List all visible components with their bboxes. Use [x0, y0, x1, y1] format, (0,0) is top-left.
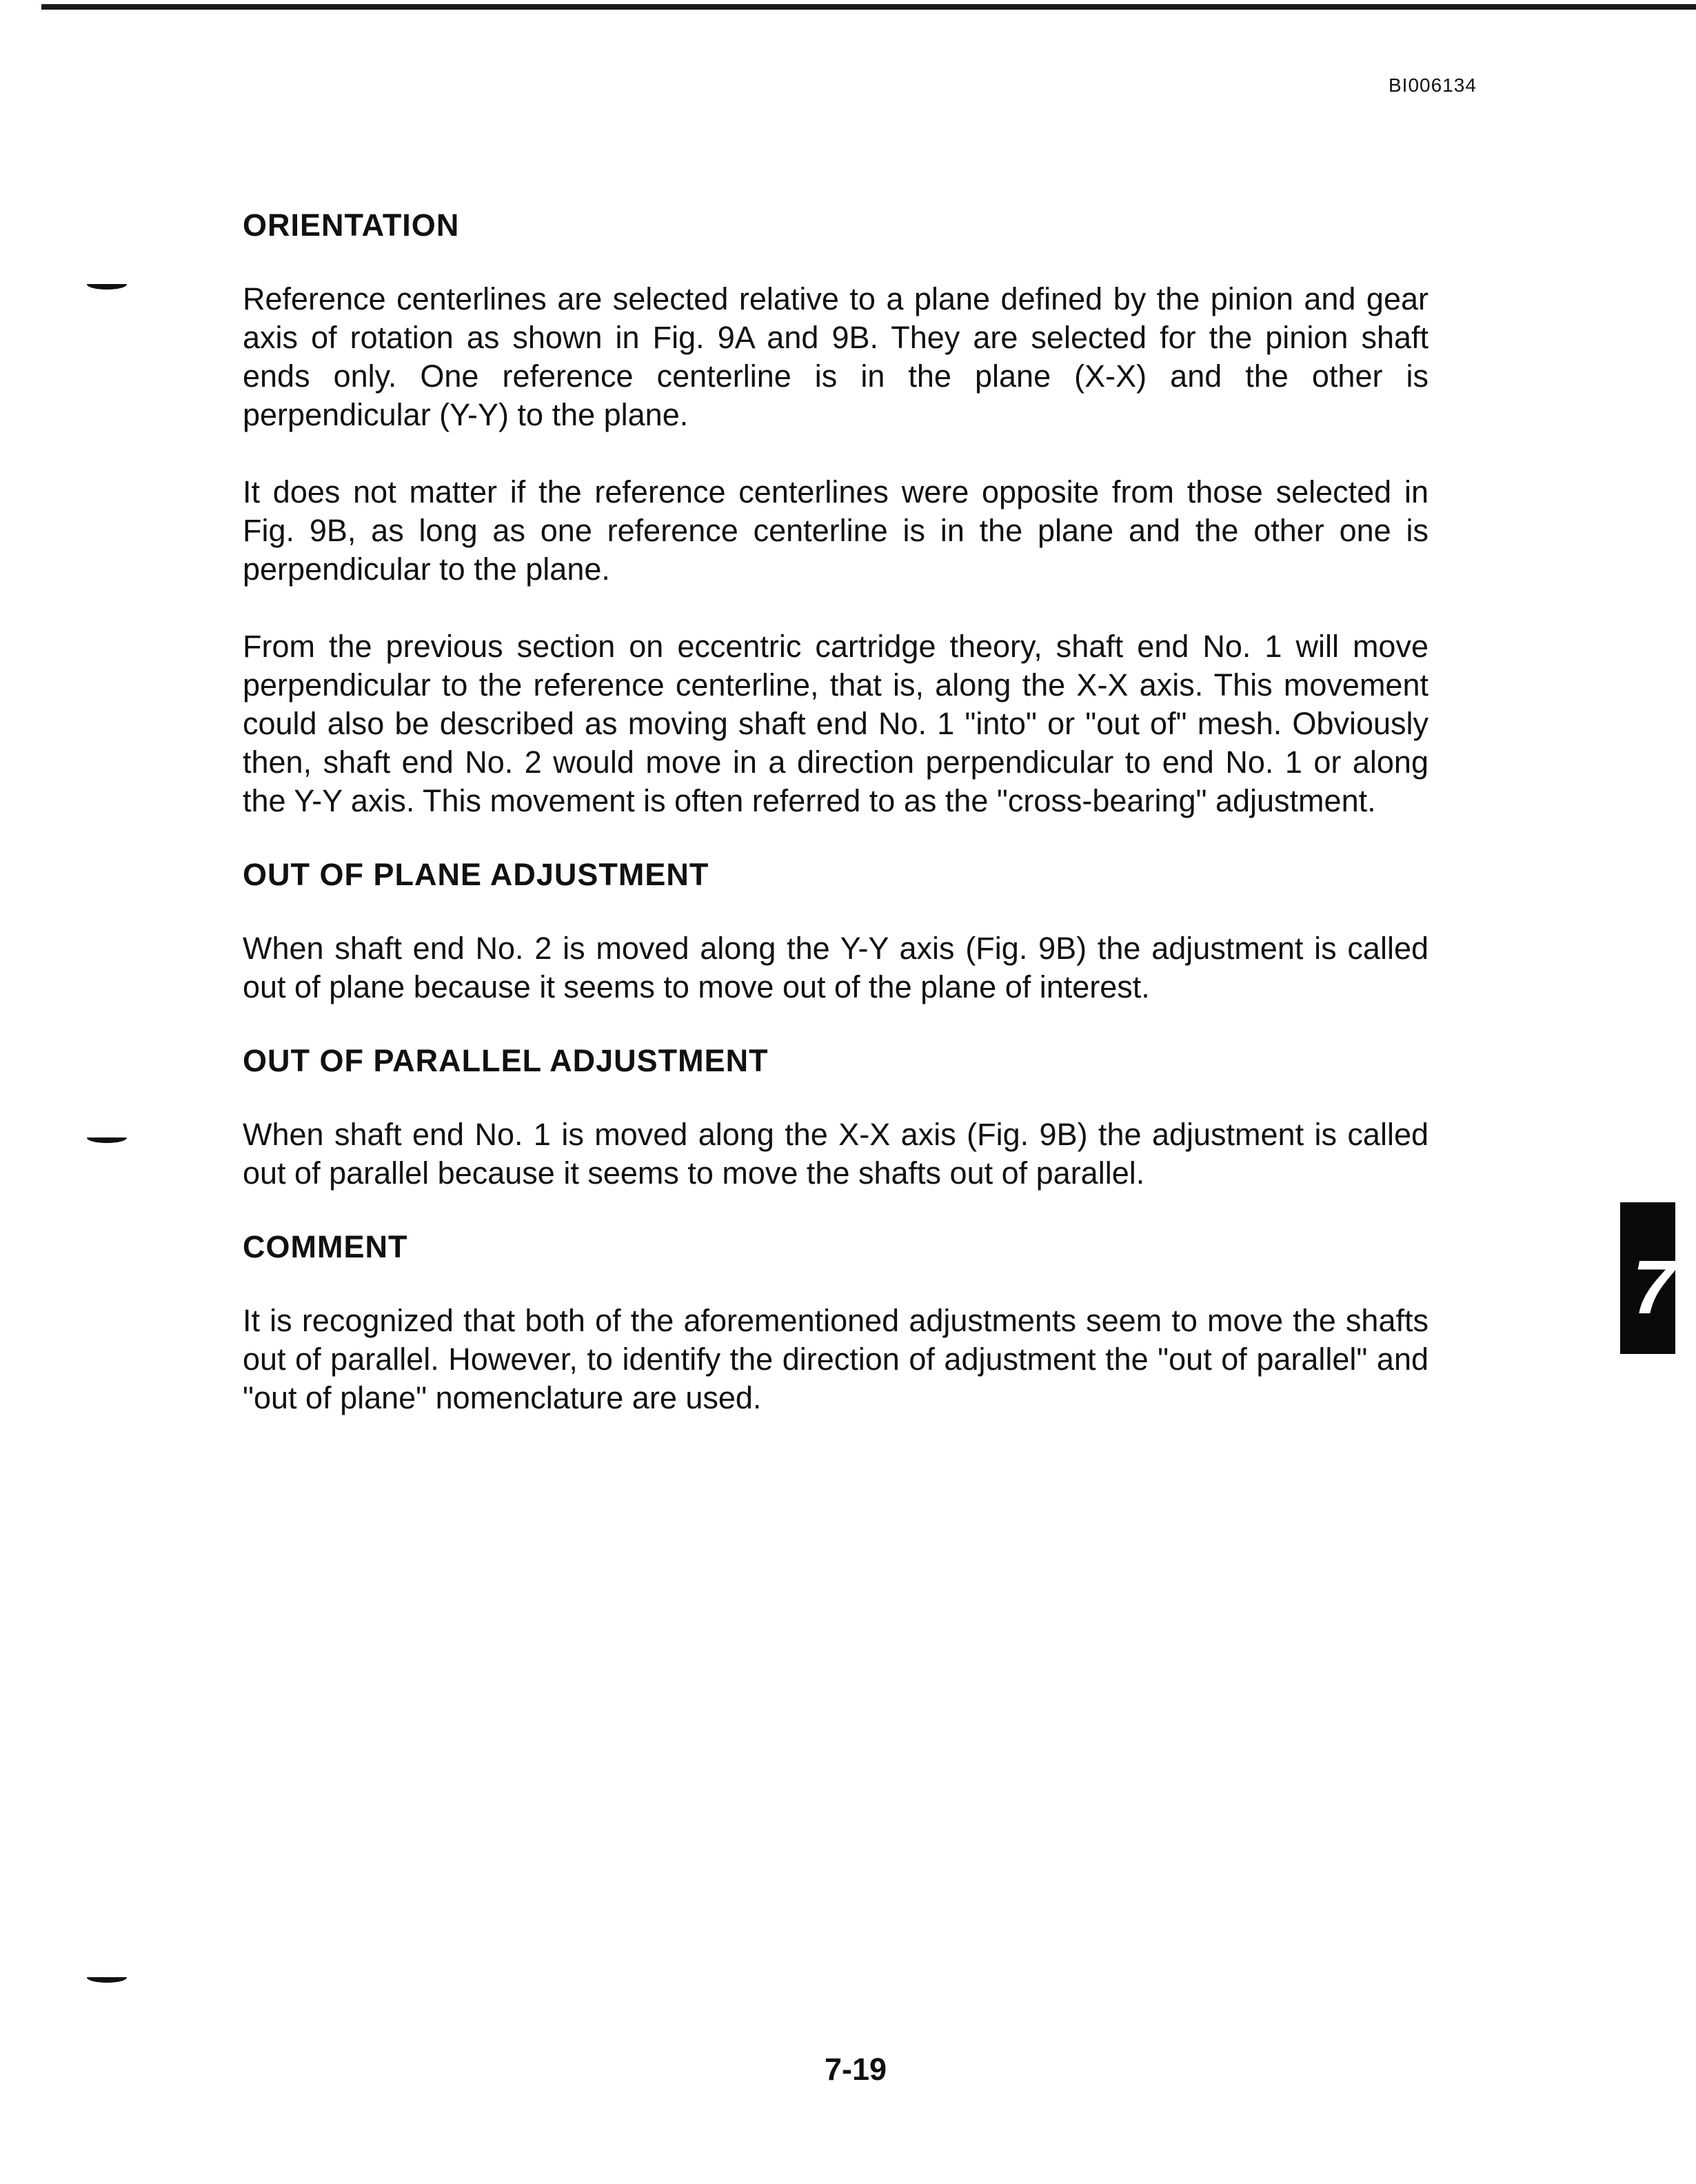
top-rule [41, 4, 1696, 10]
chapter-tab-marker [1620, 1202, 1675, 1354]
paragraph: It is recognized that both of the aforementioned adjustments seem to move the shafts out of parallel. However, to identify the direction of adjustment the "out of parallel" and "out of plane" nomenclature are used. [243, 1303, 1429, 1415]
paragraph: It does not matter if the reference centerlines were opposite from those selected in Fig. 9B, as long as one reference centerline is in the plane and the other one is perpendicular to the plane. [243, 474, 1429, 587]
section-heading-out-of-plane: OUT OF PLANE ADJUSTMENT [243, 857, 709, 892]
binder-punch-mark [87, 1977, 127, 1983]
binder-punch-mark [87, 284, 127, 290]
section-heading-comment: COMMENT [243, 1229, 408, 1264]
page-number: 7-19 [825, 2052, 887, 2087]
document-id: BI006134 [1389, 74, 1477, 96]
paragraph: When shaft end No. 1 is moved along the X-X axis (Fig. 9B) the adjustment is called out of parallel because it seems to move the shafts out of parallel. [243, 1117, 1429, 1191]
section-heading-out-of-parallel: OUT OF PARALLEL ADJUSTMENT [243, 1043, 769, 1078]
binder-punch-mark [87, 1138, 127, 1143]
paragraph: Reference centerlines are selected relative to a plane defined by the pinion and gear axis of rotation as shown in Fig. 9A and 9B. They are selected for the pinion shaft ends only. One reference centerline is in the plane (X-X) and the other is perpendicular (Y-Y) to the plane. [243, 281, 1429, 432]
section-heading-orientation: ORIENTATION [243, 208, 460, 243]
document-body [243, 207, 1429, 1456]
chapter-tab-label: 7 [1633, 1245, 1675, 1330]
paragraph: From the previous section on eccentric cartridge theory, shaft end No. 1 will move perpendicular to the reference centerline, that is, along the X-X axis. This movement could also be described as moving shaft end No. 1 "into" or "out of" mesh. Obviously then, shaft end No. 2 would move in a direction perpendicular to end No. 1 or along the Y-Y axis. This movement is often referred to as the "cross-bearing" adjustment. [243, 629, 1429, 818]
paragraph: When shaft end No. 2 is moved along the Y-Y axis (Fig. 9B) the adjustment is called out of plane because it seems to move out of the plane of interest. [243, 931, 1429, 1004]
